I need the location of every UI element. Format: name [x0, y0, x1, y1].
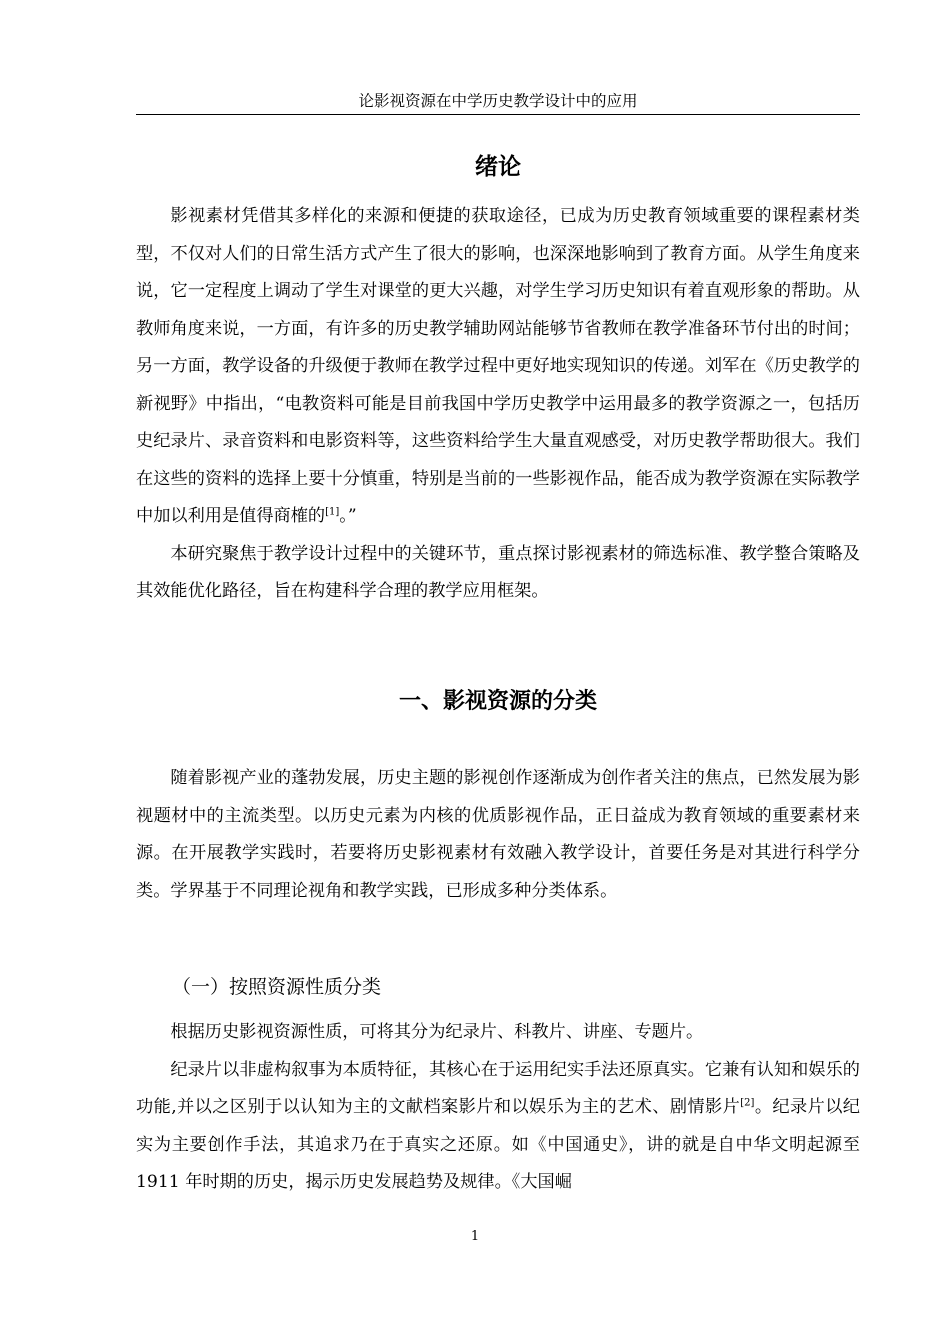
- intro-body: [136, 198, 860, 611]
- subsection-1-paragraph-2: [136, 1052, 860, 1202]
- section-1-heading: 一、影视资源的分类: [398, 689, 597, 714]
- subsection-1-body: [136, 1014, 860, 1202]
- citation-1: [1]: [325, 506, 340, 518]
- running-header: 论影视资源在中学历史教学设计中的应用: [136, 90, 860, 115]
- intro-paragraph-1-end: 。”: [339, 506, 357, 526]
- subsection-1-heading: （一）按照资源性质分类: [172, 976, 382, 998]
- intro-paragraph-1: [136, 198, 860, 536]
- intro-paragraph-2: 本研究聚焦于教学设计过程中的关键环节，重点探讨影视素材的筛选标准、教学整合策略及其效能优化路径，旨在构建科学合理的教学应用框架。: [136, 543, 860, 601]
- intro-title: 绪论: [475, 154, 521, 180]
- intro-paragraph-1-text: 影视素材凭借其多样化的来源和便捷的获取途径，已成为历史教育领域重要的课程素材类型，不仅对人们的日常生活方式产生了很大的影响，也深深地影响到了教育方面。从学生角度来说，它一定程度上调动了学生对课堂的更大兴趣，对学生学习历史知识有着直观形象的帮助。从教师角度来说，一方面，有许多的历史教学辅助网站能够节省教师在教学准备环节付出的时间；另一方面，教学设备的升级便于教师在教学过程中更好地实现知识的传递。刘军在《历史教学的新视野》中指出，“电教资料可能是目前我国中学历史教学中运用最多的教学资源之一，包括历史纪录片、录音资料和电影资料等，这些资料给学生大量直观感受，对历史教学帮助很大。我们在这些的资料的选择上要十分慎重，特别是当前的一些影视作品，能否成为教学资源在实际教学中加以利用是值得商榷的: [136, 206, 860, 526]
- section-1-paragraph-1: 随着影视产业的蓬勃发展，历史主题的影视创作逐渐成为创作者关注的焦点，已然发展为影视题材中的主流类型。以历史元素为内核的优质影视作品，正日益成为教育领域的重要素材来源。在开展教学实践时，若要将历史影视素材有效融入教学设计，首要任务是对其进行科学分类。学界基于不同理论视角和教学实践，已形成多种分类体系。: [136, 768, 860, 901]
- subsection-1-paragraph-1: 根据历史影视资源性质，可将其分为纪录片、科教片、讲座、专题片。: [170, 1022, 704, 1042]
- section-1-body: [136, 760, 860, 910]
- page-number: 1: [470, 1229, 480, 1244]
- subsection-1-paragraph-2-end: 。纪录片以纪实为主要创作手法，其追求乃在于真实之还原。如《中国通史》，讲的就是自中华文明起源至 1911 年时期的历史，揭示历史发展趋势及规律。《大国崛: [136, 1097, 860, 1192]
- citation-2: [2]: [740, 1097, 755, 1109]
- subsection-1-paragraph-2-text: 纪录片以非虚构叙事为本质特征，其核心在于运用纪实手法还原真实。它兼有认知和娱乐的功能,并以之区别于以认知为主的文献档案影片和以娱乐为主的艺术、剧情影片: [136, 1059, 860, 1117]
